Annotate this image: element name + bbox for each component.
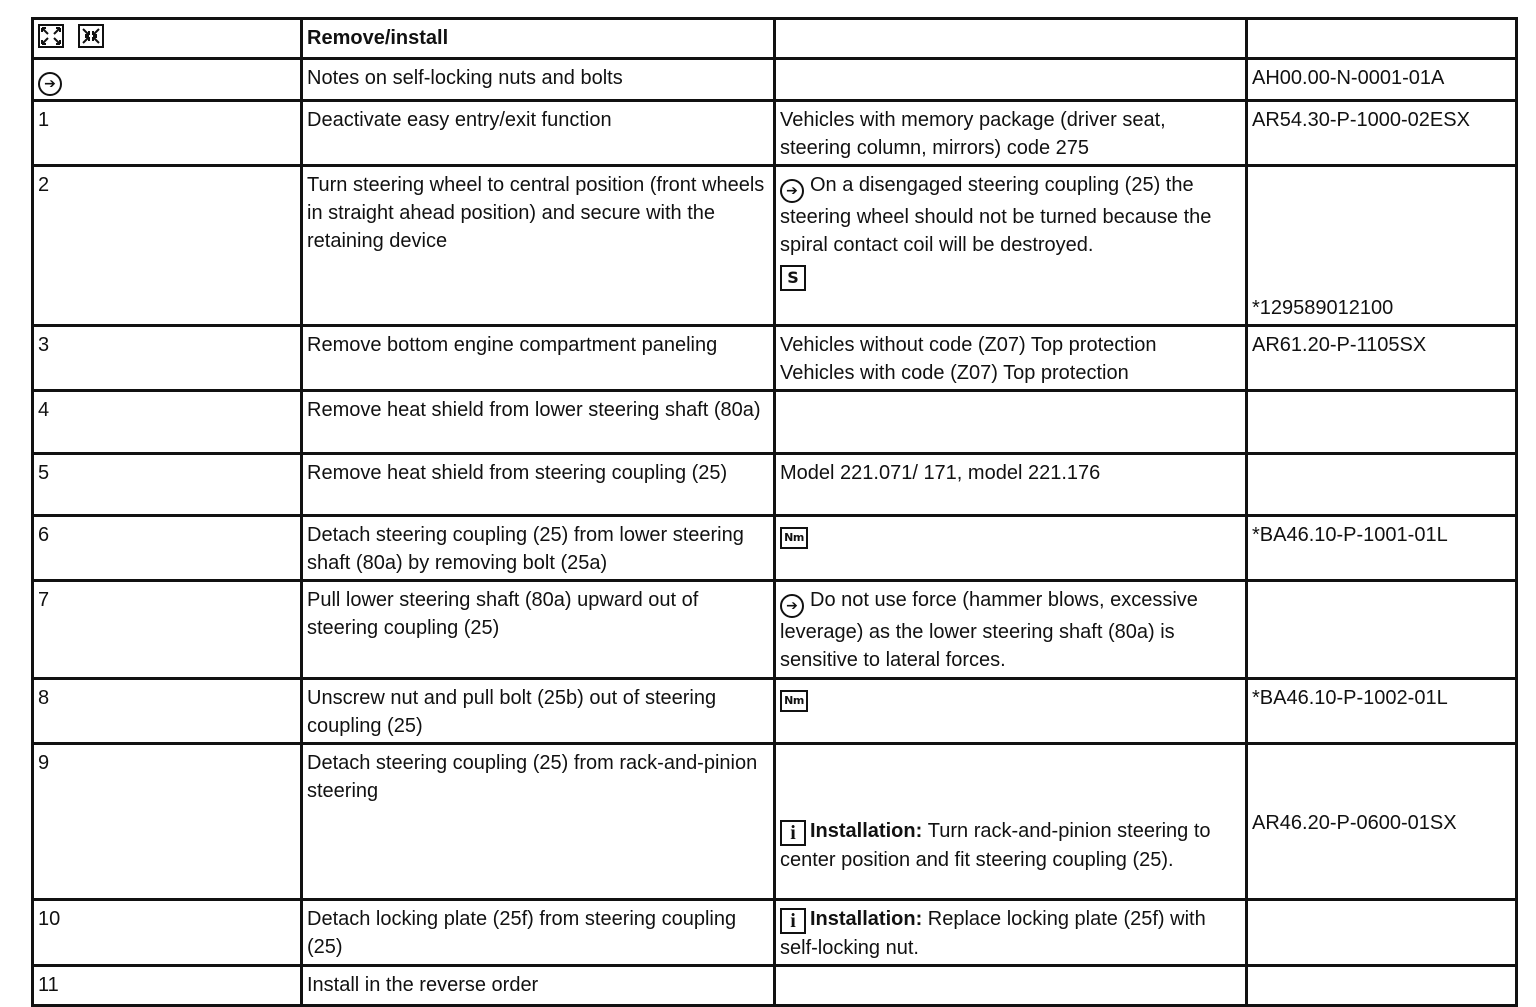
step-ref-link[interactable]: AR54.30-P-1000-02ESX (1247, 101, 1517, 166)
step-action: Detach steering coupling (25) from rack-and-pinion steering (302, 744, 775, 900)
step-note: Do not use force (hammer blows, excessive leverage) as the lower steering shaft (80a) is sensitive to lateral forces. (780, 589, 1198, 671)
step-note (775, 966, 1247, 1006)
step-action: Detach steering coupling (25) from lower steering shaft (80a) by removing bolt (25a) (302, 516, 775, 581)
info-icon: i (780, 820, 806, 846)
table-row (33, 900, 1517, 966)
step-note-line2: Vehicles with code (Z07) Top protection (780, 362, 1129, 384)
table-row (33, 391, 1517, 454)
table-row (33, 454, 1517, 516)
step-note-cell (775, 744, 1247, 900)
step-ref (1247, 900, 1517, 966)
table-row (33, 101, 1517, 166)
step-action: Deactivate easy entry/exit function (302, 101, 775, 166)
table-row (33, 516, 1517, 581)
header-row (33, 19, 1517, 59)
step-action: Remove heat shield from lower steering shaft (80a) (302, 391, 775, 454)
special-tool-icon[interactable]: S (780, 265, 806, 291)
step-number: 9 (33, 744, 302, 900)
notes-empty (775, 59, 1247, 101)
step-number: 4 (33, 391, 302, 454)
table-row (33, 581, 1517, 679)
torque-nm-icon[interactable]: Nm (780, 690, 808, 712)
notes-icon-cell (33, 59, 302, 101)
warning-note-icon: ➔ (780, 594, 804, 618)
table-row (33, 966, 1517, 1006)
step-ref-link[interactable]: *129589012100 (1247, 166, 1517, 326)
step-number: 1 (33, 101, 302, 166)
step-ref (1247, 966, 1517, 1006)
step-note: Replace locking plate (25f) with self-locking nut. (780, 908, 1206, 959)
table-row (33, 679, 1517, 744)
step-number: 11 (33, 966, 302, 1006)
step-ref-link[interactable]: AR46.20-P-0600-01SX (1247, 744, 1517, 900)
step-number: 2 (33, 166, 302, 326)
step-number: 8 (33, 679, 302, 744)
step-action: Turn steering wheel to central position (front wheels in straight ahead position) and secure with the retaining device (302, 166, 775, 326)
step-note: Vehicles with memory package (driver seat, steering column, mirrors) code 275 (775, 101, 1247, 166)
step-ref-link[interactable]: AR61.20-P-1105SX (1247, 326, 1517, 391)
table-row (33, 326, 1517, 391)
torque-nm-icon[interactable]: Nm (780, 527, 808, 549)
notes-row (33, 59, 1517, 101)
warning-note-icon: ➔ (780, 179, 804, 203)
collapse-icon[interactable] (78, 24, 104, 48)
step-ref (1247, 581, 1517, 679)
step-number: 10 (33, 900, 302, 966)
step-action: Remove heat shield from steering coupling (25) (302, 454, 775, 516)
info-icon: i (780, 908, 806, 934)
step-action: Install in the reverse order (302, 966, 775, 1006)
installation-label: Installation: (810, 908, 923, 930)
note-circle-icon[interactable]: ➔ (38, 72, 62, 96)
step-number: 5 (33, 454, 302, 516)
notes-text: Notes on self-locking nuts and bolts (302, 59, 775, 101)
header-title: Remove/install (302, 19, 775, 59)
step-action: Remove bottom engine compartment paneling (302, 326, 775, 391)
step-note-cell (775, 326, 1247, 391)
header-empty-ref (1247, 19, 1517, 59)
header-icons-cell (33, 19, 302, 59)
step-note-cell (775, 581, 1247, 679)
step-note: On a disengaged steering coupling (25) the steering wheel should not be turned because the spiral contact coil will be destroyed. (780, 174, 1212, 256)
step-note: Model 221.071/ 171, model 221.176 (775, 454, 1247, 516)
step-note-line1: Vehicles without code (Z07) Top protection (780, 334, 1157, 356)
step-ref (1247, 454, 1517, 516)
step-note-cell (775, 166, 1247, 326)
header-empty-note (775, 19, 1247, 59)
step-action: Detach locking plate (25f) from steering coupling (25) (302, 900, 775, 966)
notes-ref-link[interactable]: AH00.00-N-0001-01A (1247, 59, 1517, 101)
step-ref (1247, 391, 1517, 454)
step-action: Unscrew nut and pull bolt (25b) out of steering coupling (25) (302, 679, 775, 744)
step-ref-link[interactable]: *BA46.10-P-1001-01L (1247, 516, 1517, 581)
step-number: 6 (33, 516, 302, 581)
step-number: 7 (33, 581, 302, 679)
installation-label: Installation: (810, 820, 923, 842)
step-note-cell (775, 679, 1247, 744)
table-row (33, 166, 1517, 326)
step-ref-link[interactable]: *BA46.10-P-1002-01L (1247, 679, 1517, 744)
procedure-table (31, 17, 1518, 1007)
step-action: Pull lower steering shaft (80a) upward out of steering coupling (25) (302, 581, 775, 679)
expand-icon[interactable] (38, 24, 64, 48)
step-note-cell (775, 900, 1247, 966)
table-row (33, 744, 1517, 900)
step-note (775, 391, 1247, 454)
step-number: 3 (33, 326, 302, 391)
step-note-cell (775, 516, 1247, 581)
step-note: Turn rack-and-pinion steering to center position and fit steering coupling (25). (780, 820, 1211, 871)
